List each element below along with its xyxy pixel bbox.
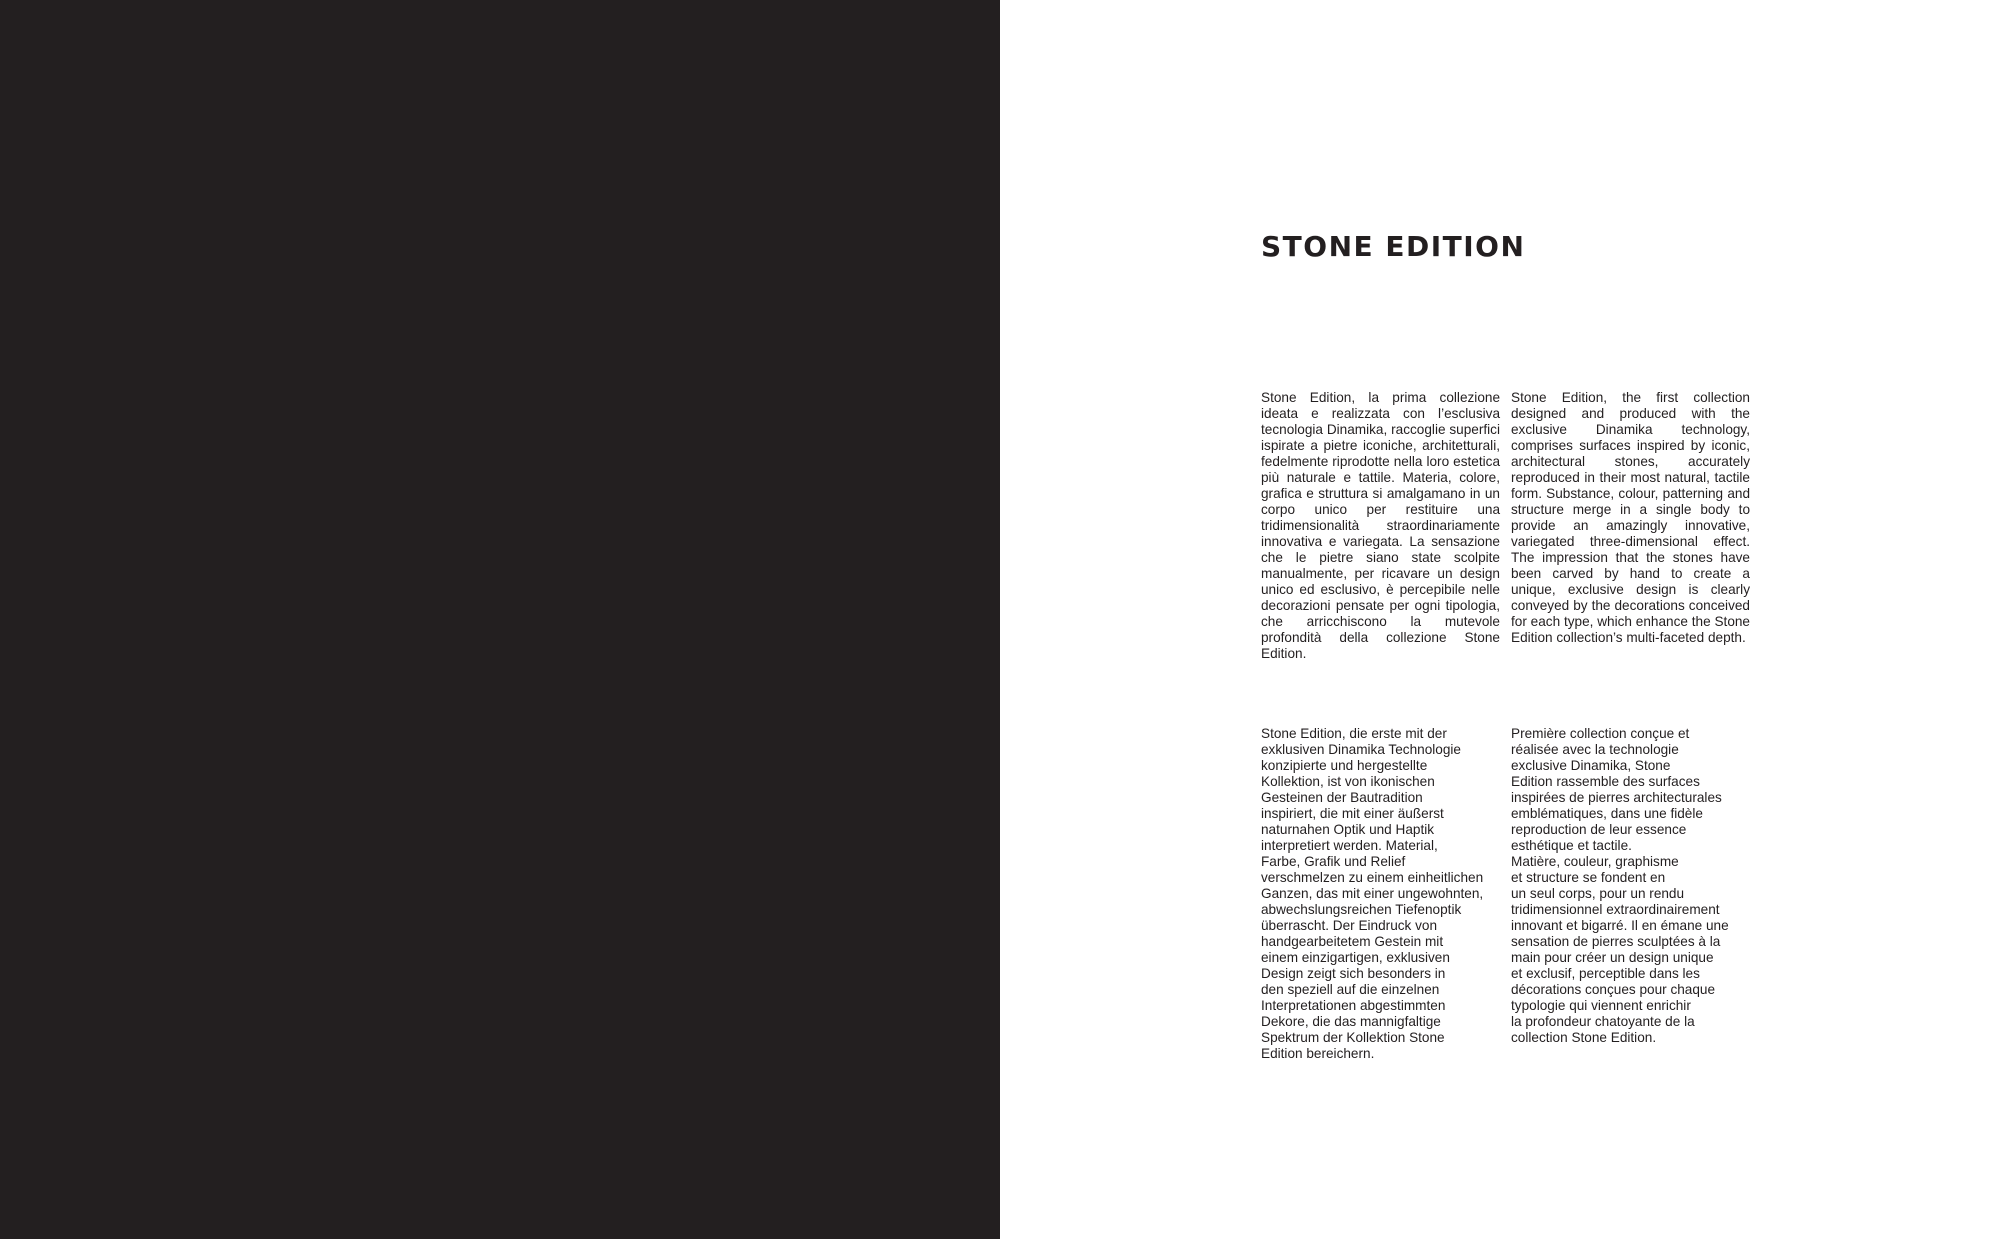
text-right-page [1000, 0, 2000, 1239]
page-title: STONE EDITION [1261, 230, 1526, 263]
paragraph-german: Stone Edition, die erste mit der exklusiven Dinamika Technologie konzipierte und hergestellte Kollektion, ist von ikonischen Gesteinen der Bautradition inspiriert, die mit einer äußerst naturnahen Optik und Haptik interpretiert werden. Material, Farbe, Grafik und Relief verschmelzen zu einem einheitlichen Ganzen, das mit einer ungewohnten, abwechslungsreichen Tiefenoptik überrascht. Der Eindruck von handgearbeitetem Gestein mit einem einzigartigen, exklusiven Design zeigt sich besonders in den speziell auf die einzelnen Interpretationen abgestimmten Dekore, die das mannigfaltige Spektrum der Kollektion Stone Edition bereichern. [1261, 726, 1484, 1061]
paragraph-english: Stone Edition, the first collection designed and produced with the exclusive Dinamika technology, comprises surfaces inspired by iconic, architectural stones, accurately reproduced in their most natural, tactile form. Substance, colour, patterning and structure merge in a single body to provide an amazingly innovative, variegated three-dimensional effect. The impression that the stones have been carved by hand to create a unique, exclusive design is clearly conveyed by the decorations conceived for each type, which enhance the Stone Edition collection’s multi-faceted depth. [1511, 390, 1750, 645]
paragraph-italian: Stone Edition, la prima collezione ideata e realizzata con l’esclusiva tecnologia Dinamika, raccoglie superfici ispirate a pietre iconiche, architetturali, fedelmente riprodotte nella loro estetica più naturale e tattile. Materia, colore, grafica e struttura si amalgamano in un corpo unico per restituire una tridimensionalità straordinariamente innovativa e variegata. La sensazione che le pietre siano state scolpite manualmente, per ricavare un design unico ed esclusivo, è percepibile nelle decorazioni pensate per ogni tipologia, che arricchiscono la mutevole profondità della collezione Stone Edition. [1261, 390, 1500, 661]
paragraph-french: Première collection conçue et réalisée avec la technologie exclusive Dinamika, Stone Edition rassemble des surfaces inspirées de pierres architecturales emblématiques, dans une fidèle reproduction de leur essence esthétique et tactile. Matière, couleur, graphisme et structure se fondent en un seul corps, pour un rendu tridimensionnel extraordinairement innovant et bigarré. Il en émane une sensation de pierres sculptées à la main pour créer un design unique et exclusif, perceptible dans les décorations conçues pour chaque typologie qui viennent enrichir la profondeur chatoyante de la collection Stone Edition. [1511, 726, 1729, 1045]
